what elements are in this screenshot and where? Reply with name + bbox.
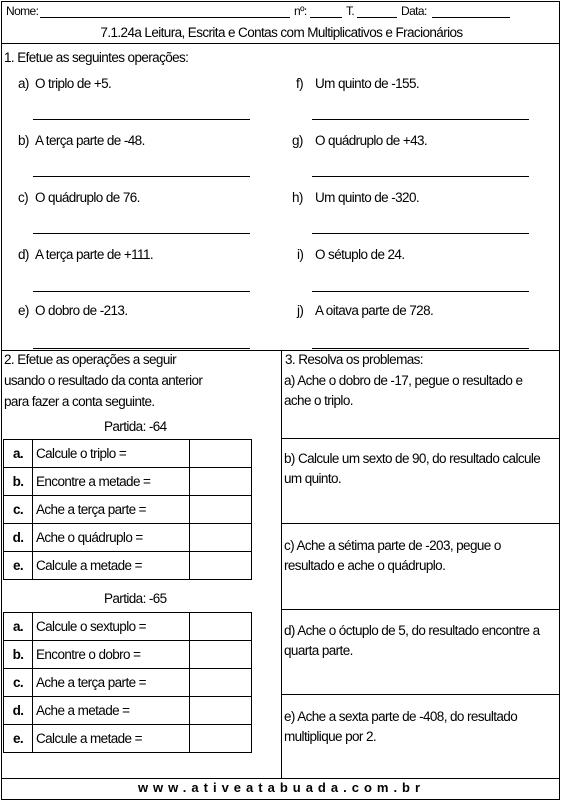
answer-cell[interactable] bbox=[190, 524, 252, 552]
answer-cell[interactable] bbox=[190, 468, 252, 496]
row-letter: d. bbox=[4, 524, 33, 552]
answer-cell[interactable] bbox=[190, 440, 252, 468]
section2-heading-line1: 2. Efetue as operações a seguir bbox=[4, 352, 177, 367]
exercise-a-answer-line[interactable] bbox=[33, 119, 250, 120]
exercise-c-text: O quádruplo de 76. bbox=[35, 190, 140, 205]
row-instruction: Ache a terça parte = bbox=[33, 669, 190, 697]
row-letter: a. bbox=[4, 440, 33, 468]
table-row bbox=[4, 641, 252, 669]
answer-cell[interactable] bbox=[190, 697, 252, 725]
number-field-line[interactable] bbox=[310, 17, 342, 18]
row-instruction: Calcule a metade = bbox=[33, 725, 190, 753]
row-instruction: Ache o quádruplo = bbox=[33, 524, 190, 552]
class-label: T. bbox=[346, 4, 355, 18]
table-row bbox=[4, 440, 252, 468]
footer-website: www.ativeatabuada.com.br bbox=[137, 780, 426, 795]
exercise-j-text: A oitava parte de 728. bbox=[315, 303, 434, 318]
problem-c: c) Ache a sétima parte de -203, pegue o resultado e ache o quádruplo. bbox=[284, 538, 501, 573]
exercise-b-letter: b) bbox=[18, 133, 29, 148]
row-letter: a. bbox=[4, 613, 33, 641]
row-letter: b. bbox=[4, 641, 33, 669]
row-instruction: Calcule o triplo = bbox=[33, 440, 190, 468]
row-letter: b. bbox=[4, 468, 33, 496]
exercise-h-answer-line[interactable] bbox=[312, 233, 529, 234]
row-letter: d. bbox=[4, 697, 33, 725]
problem-e: e) Ache a sexta parte de -408, do resultado multiplique por 2. bbox=[284, 709, 518, 744]
exercise-j-letter: j) bbox=[297, 303, 304, 318]
exercise-f-text: Um quinto de -155. bbox=[315, 76, 420, 91]
problem-divider bbox=[282, 694, 560, 695]
row-letter: e. bbox=[4, 725, 33, 753]
number-label: nº: bbox=[294, 4, 307, 18]
exercise-g-letter: g) bbox=[292, 133, 303, 148]
row-instruction: Encontre o dobro = bbox=[33, 641, 190, 669]
table2-start-label: Partida: -65 bbox=[104, 591, 167, 606]
answer-cell[interactable] bbox=[190, 725, 252, 753]
row-instruction: Ache a metade = bbox=[33, 697, 190, 725]
problem-divider bbox=[282, 523, 560, 524]
answer-cell[interactable] bbox=[190, 641, 252, 669]
exercise-d-answer-line[interactable] bbox=[33, 291, 250, 292]
exercise-e-text: O dobro de -213. bbox=[35, 303, 128, 318]
exercise-i-answer-line[interactable] bbox=[312, 291, 529, 292]
problem-d: d) Ache o óctuplo de 5, do resultado encontre a quarta parte. bbox=[284, 623, 540, 658]
name-label: Nome: bbox=[6, 4, 39, 18]
answer-cell[interactable] bbox=[190, 613, 252, 641]
table-row bbox=[4, 468, 252, 496]
exercise-e-letter: e) bbox=[18, 303, 29, 318]
section2-heading-line2: usando o resultado da conta anterior bbox=[4, 373, 203, 388]
table-row bbox=[4, 552, 252, 580]
table-row bbox=[4, 669, 252, 697]
exercise-e-answer-line[interactable] bbox=[33, 348, 250, 349]
problem-b: b) Calcule um sexto de 90, do resultado calcule um quinto. bbox=[284, 451, 541, 486]
exercise-a-text: O triplo de +5. bbox=[35, 76, 112, 91]
exercise-f-answer-line[interactable] bbox=[312, 119, 529, 120]
answer-cell[interactable] bbox=[190, 669, 252, 697]
class-field-line[interactable] bbox=[357, 17, 397, 18]
answer-cell[interactable] bbox=[190, 552, 252, 580]
exercise-j-answer-line[interactable] bbox=[312, 348, 529, 349]
exercise-g-text: O quádruplo de +43. bbox=[315, 133, 428, 148]
exercise-i-text: O sétuplo de 24. bbox=[315, 247, 405, 262]
footer-divider bbox=[2, 778, 560, 779]
exercise-a-letter: a) bbox=[18, 76, 29, 91]
operations-table-1 bbox=[3, 439, 252, 580]
exercise-h-text: Um quinto de -320. bbox=[315, 190, 420, 205]
row-instruction: Ache a terça parte = bbox=[33, 496, 190, 524]
exercise-f-letter: f) bbox=[296, 76, 304, 91]
section1-heading: 1. Efetue as seguintes operações: bbox=[4, 50, 189, 65]
section3-heading: 3. Resolva os problemas: bbox=[285, 352, 423, 367]
title-divider bbox=[2, 43, 560, 44]
table-row bbox=[4, 524, 252, 552]
section2-heading-line3: para fazer a conta seguinte. bbox=[4, 394, 155, 409]
exercise-h-letter: h) bbox=[292, 190, 303, 205]
table-row bbox=[4, 613, 252, 641]
row-letter: c. bbox=[4, 496, 33, 524]
exercise-i-letter: i) bbox=[297, 247, 304, 262]
worksheet-title: 7.1.24a Leitura, Escrita e Contas com Multiplicativos e Fracionários bbox=[100, 25, 463, 40]
exercise-b-text: A terça parte de -48. bbox=[35, 133, 145, 148]
table-row bbox=[4, 496, 252, 524]
row-instruction: Encontre a metade = bbox=[33, 468, 190, 496]
row-instruction: Calcule o sextuplo = bbox=[33, 613, 190, 641]
date-field-line[interactable] bbox=[432, 17, 510, 18]
answer-cell[interactable] bbox=[190, 496, 252, 524]
exercise-g-answer-line[interactable] bbox=[312, 176, 529, 177]
row-instruction: Calcule a metade = bbox=[33, 552, 190, 580]
table1-start-label: Partida: -64 bbox=[104, 419, 167, 434]
exercise-d-text: A terça parte de +111. bbox=[35, 247, 154, 262]
operations-table-2 bbox=[3, 612, 252, 753]
table-row bbox=[4, 697, 252, 725]
row-letter: c. bbox=[4, 669, 33, 697]
exercise-b-answer-line[interactable] bbox=[33, 176, 250, 177]
date-label: Data: bbox=[401, 4, 427, 18]
table-row bbox=[4, 725, 252, 753]
name-field-line[interactable] bbox=[40, 17, 290, 18]
row-letter: e. bbox=[4, 552, 33, 580]
exercise-d-letter: d) bbox=[18, 247, 29, 262]
column-divider bbox=[281, 350, 282, 778]
exercise-c-letter: c) bbox=[18, 190, 29, 205]
problem-divider bbox=[282, 438, 560, 439]
problem-a: a) Ache o dobro de -17, pegue o resultado e ache o triplo. bbox=[284, 373, 523, 408]
exercise-c-answer-line[interactable] bbox=[33, 233, 250, 234]
problem-divider bbox=[282, 609, 560, 610]
